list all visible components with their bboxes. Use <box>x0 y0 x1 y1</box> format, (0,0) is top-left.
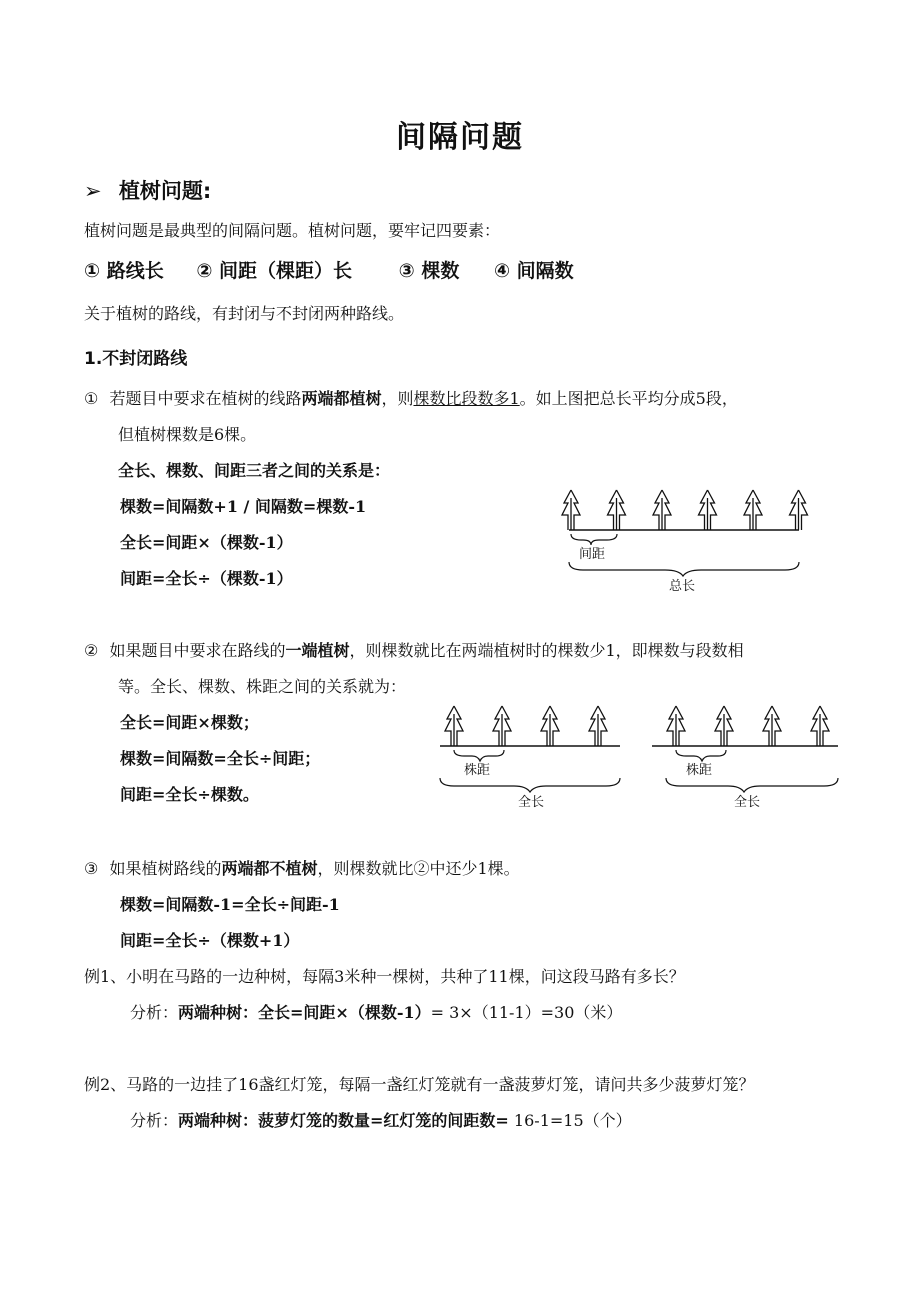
case2-formula-3: 间距=全长÷棵数。 <box>120 785 259 804</box>
tree-icon <box>811 706 829 746</box>
example1-analysis-formula: 两端种树：全长=间距×（棵数-1） <box>178 1003 431 1022</box>
case2-post: ，则棵数就比在两端植树时的棵数少1，即棵数与段数相 <box>349 641 744 660</box>
tree-icon <box>653 490 671 530</box>
case3-post: ，则棵数就比②中还少1棵。 <box>317 859 520 878</box>
section-header <box>84 175 211 205</box>
case1-pre: 若题目中要求在植树的线路 <box>109 389 302 408</box>
tree-diagram-one-end-a <box>436 700 636 810</box>
tree-icon <box>699 490 717 530</box>
example2-analysis-formula: 两端种树：菠萝灯笼的数量=红灯笼的间距数= <box>178 1111 509 1130</box>
example1-question: 例1、小明在马路的一边种树，每隔3米种一棵树，共种了11棵，问这段马路有多长？ <box>84 967 685 986</box>
case1-line2: 但植树棵数是6棵。 <box>118 425 257 444</box>
subsection-heading: 1.不封闭路线 <box>84 349 188 369</box>
element-4: ④ 间隔数 <box>493 260 574 282</box>
case3-formula-2: 间距=全长÷（棵数+1） <box>120 931 300 950</box>
total-label: 全长 <box>734 795 761 810</box>
case1-number: ① <box>84 389 99 408</box>
tree-icon <box>608 490 626 530</box>
gap-brace <box>676 750 726 761</box>
example2-analysis-result: 16-1=15（个） <box>508 1111 632 1130</box>
routes-text: 关于植树的路线，有封闭与不封闭两种路线。 <box>84 304 405 323</box>
total-label: 总长 <box>669 579 696 594</box>
case3-pre: 如果植树路线的 <box>109 859 222 878</box>
example2-analysis-label: 分析： <box>130 1111 179 1130</box>
example1-analysis-result: = 3×（11-1）=30（米） <box>430 1003 623 1022</box>
case3-number: ③ <box>84 859 99 878</box>
tree-icon <box>541 706 559 746</box>
gap-label: 株距 <box>686 763 713 778</box>
case1-formula-2: 全长=间距×（棵数-1） <box>120 533 293 552</box>
case2-formula-1: 全长=间距×棵数； <box>120 713 259 732</box>
case2-formula-2: 棵数=间隔数=全长÷间距； <box>120 749 321 768</box>
tree-icon <box>763 706 781 746</box>
element-2: ② 间距（棵距）长 <box>196 260 353 282</box>
case3-formula-1: 棵数=间隔数-1=全长÷间距-1 <box>120 895 340 914</box>
case2-bold: 一端植树 <box>285 641 350 660</box>
example1-analysis-label: 分析： <box>130 1003 179 1022</box>
tree-icon <box>562 490 580 530</box>
case3-bold: 两端都不植树 <box>221 859 318 878</box>
gap-brace <box>454 750 504 761</box>
intro-text: 植树问题是最典型的间隔问题。植树问题，要牢记四要素： <box>84 221 501 240</box>
case3-line1 <box>84 856 520 879</box>
case1-underline: 棵数比段数多1 <box>413 389 520 408</box>
case2-line1 <box>84 638 744 661</box>
element-3: ③ 棵数 <box>398 260 460 282</box>
tree-icon <box>493 706 511 746</box>
total-brace <box>440 778 620 792</box>
arrow-bullet-icon: ➢ <box>84 179 102 203</box>
case1-post: 。如上图把总长平均分成5段， <box>519 389 738 408</box>
example2-question: 例2、马路的一边挂了16盏红灯笼，每隔一盏红灯笼就有一盏菠萝灯笼，请问共多少菠萝灯笼？ <box>84 1075 755 1094</box>
case2-line2: 等。全长、棵数、株距之间的关系就为： <box>118 677 407 696</box>
total-label: 全长 <box>518 795 545 810</box>
case1-line1 <box>84 386 738 409</box>
case1-mid: ，则 <box>381 389 414 408</box>
tree-diagram-both-ends <box>555 478 815 598</box>
tree-icon <box>589 706 607 746</box>
elements-row <box>84 256 574 283</box>
gap-brace <box>571 534 617 545</box>
tree-icon <box>715 706 733 746</box>
case1-bold: 两端都植树 <box>301 389 382 408</box>
tree-icon <box>744 490 762 530</box>
case2-number: ② <box>84 641 99 660</box>
tree-icon <box>445 706 463 746</box>
tree-icon <box>667 706 685 746</box>
element-1: ① 路线长 <box>84 260 164 282</box>
gap-label: 间距 <box>579 547 606 562</box>
tree-icon <box>790 490 808 530</box>
case1-formula-1: 棵数=间隔数+1 / 间隔数=棵数-1 <box>120 497 367 516</box>
tree-diagram-one-end-b <box>648 700 848 810</box>
example2-analysis <box>130 1108 632 1131</box>
case2-pre: 如果题目中要求在路线的 <box>109 641 286 660</box>
section-heading: 植树问题: <box>118 179 212 203</box>
total-brace <box>666 778 838 792</box>
case1-formula-3: 间距=全长÷（棵数-1） <box>120 569 293 588</box>
gap-label: 株距 <box>464 763 491 778</box>
page-title: 间隔问题 <box>396 120 524 155</box>
example1-analysis <box>130 1000 622 1023</box>
case1-relation: 全长、棵数、间距三者之间的关系是： <box>118 461 391 480</box>
total-brace <box>569 562 799 576</box>
